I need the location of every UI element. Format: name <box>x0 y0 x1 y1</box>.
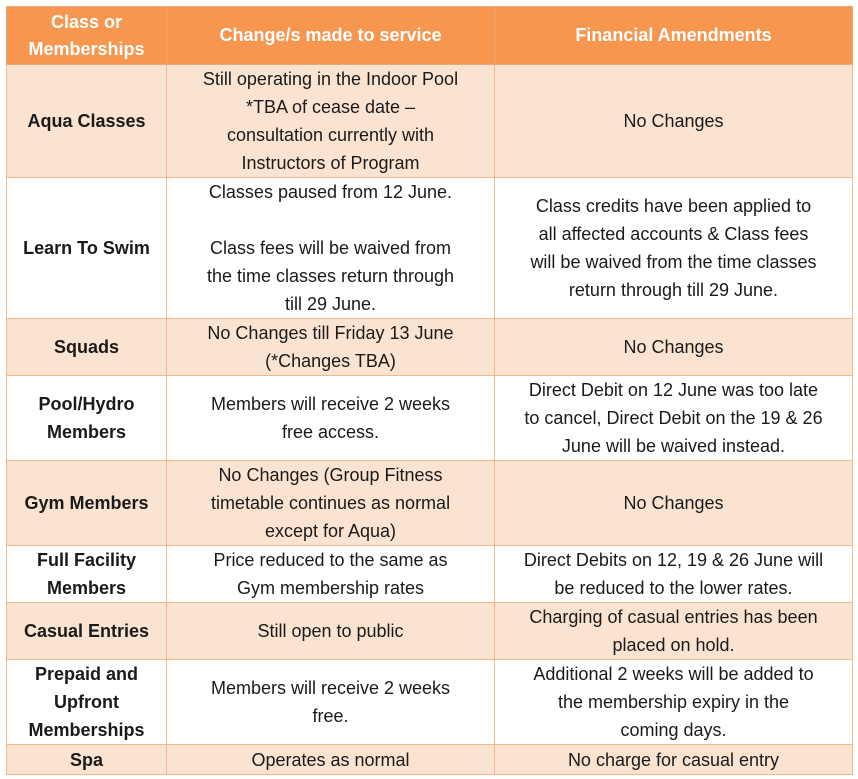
row-financial: No Changes <box>495 461 853 546</box>
row-label: Spa <box>7 745 167 775</box>
row-change: Members will receive 2 weeks free. <box>167 660 495 745</box>
row-change: Operates as normal <box>167 745 495 775</box>
row-label: Prepaid and Upfront Memberships <box>7 660 167 745</box>
header-financial-amendments: Financial Amendments <box>495 7 853 65</box>
row-financial: Charging of casual entries has been placed on hold. <box>495 603 853 660</box>
table-row <box>7 603 853 660</box>
row-financial: No Changes <box>495 65 853 178</box>
row-label: Aqua Classes <box>7 65 167 178</box>
header-class-or-memberships: Class or Memberships <box>7 7 167 65</box>
row-change: Classes paused from 12 June. Class fees will be waived from the time classes return through till 29 June. <box>167 178 495 319</box>
header-row <box>7 7 853 65</box>
row-financial: Additional 2 weeks will be added to the membership expiry in the coming days. <box>495 660 853 745</box>
table-row <box>7 376 853 461</box>
table-row <box>7 178 853 319</box>
row-financial: Direct Debit on 12 June was too late to cancel, Direct Debit on the 19 & 26 June will be waived instead. <box>495 376 853 461</box>
row-change: Members will receive 2 weeks free access. <box>167 376 495 461</box>
row-financial: Direct Debits on 12, 19 & 26 June will be reduced to the lower rates. <box>495 546 853 603</box>
row-financial: No Changes <box>495 319 853 376</box>
table-row <box>7 745 853 775</box>
row-label: Casual Entries <box>7 603 167 660</box>
row-change: No Changes (Group Fitness timetable continues as normal except for Aqua) <box>167 461 495 546</box>
row-label: Learn To Swim <box>7 178 167 319</box>
row-change: Price reduced to the same as Gym membership rates <box>167 546 495 603</box>
header-change-made-to-service: Change/s made to service <box>167 7 495 65</box>
table-row <box>7 546 853 603</box>
table-row <box>7 660 853 745</box>
row-change: Still operating in the Indoor Pool *TBA of cease date – consultation currently with Instructors of Program <box>167 65 495 178</box>
table-row <box>7 461 853 546</box>
table-row <box>7 65 853 178</box>
row-label: Full Facility Members <box>7 546 167 603</box>
row-label: Squads <box>7 319 167 376</box>
service-changes-table <box>6 6 853 775</box>
row-change: No Changes till Friday 13 June (*Changes TBA) <box>167 319 495 376</box>
row-change: Still open to public <box>167 603 495 660</box>
row-financial: No charge for casual entry <box>495 745 853 775</box>
row-financial: Class credits have been applied to all affected accounts & Class fees will be waived from the time classes return through till 29 June. <box>495 178 853 319</box>
row-label: Gym Members <box>7 461 167 546</box>
table-row <box>7 319 853 376</box>
row-label: Pool/Hydro Members <box>7 376 167 461</box>
